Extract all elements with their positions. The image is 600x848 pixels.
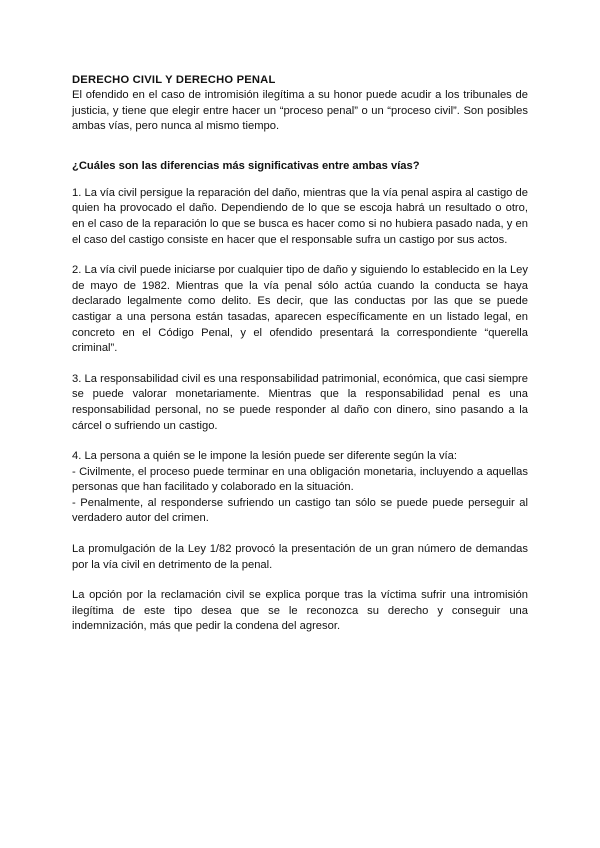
paragraph-2: 2. La vía civil puede iniciarse por cualquier tipo de daño y siguiendo lo establecido en la Ley de mayo de 1982. Mientras que la vía penal sólo actúa cuando la conducta se haya declarado legalmente como delito. Es decir, que las conductas por las que se puede castigar a una persona están tasadas, aparecen específicamente en un listado legal, en concreto en el Código Penal, y el ofendido presentará la correspondiente “querella criminal”. <box>72 264 528 355</box>
paragraph-4 <box>72 449 528 527</box>
section-question: ¿Cuáles son las diferencias más significativas entre ambas vías? <box>72 159 420 172</box>
closing-paragraph-1: La promulgación de la Ley 1/82 provocó la presentación de un gran número de demandas por la vía civil en detrimento de la penal. <box>72 543 528 571</box>
paragraph-1: 1. La vía civil persigue la reparación del daño, mientras que la vía penal aspira al castigo de quien ha provocado el daño. Dependiendo de lo que se escoja habrá un resultado o otro, en el caso de la reparación lo que se busca es hacer como si no hubiera pasado nada, y en el caso del castigo consiste en hacer que el responsable sufra un castigo por sus actos. <box>72 186 528 246</box>
paragraph-3: 3. La responsabilidad civil es una responsabilidad patrimonial, económica, que casi siempre se puede valorar monetariamente. Mientras que la responsabilidad penal es una responsabilidad personal, no se puede responder al daño con dinero, sino pasando a la cárcel o sufriendo un castigo. <box>72 372 528 432</box>
document-title: DERECHO CIVIL Y DERECHO PENAL <box>72 74 276 86</box>
closing-paragraph-2: La opción por la reclamación civil se explica porque tras la víctima sufrir una intromisión ilegítima de este tipo desea que se le reconozca su derecho y conseguir una indemnización, más que pedir la condena del agresor. <box>72 589 528 633</box>
paragraph-4-penal: - Penalmente, al responderse sufriendo un castigo tan sólo se puede puede perseguir al verdadero autor del crimen. <box>72 496 528 525</box>
intro-paragraph: El ofendido en el caso de intromisión ilegítima a su honor puede acudir a los tribunales de justicia, y tiene que elegir entre hacer un “proceso penal” o un “proceso civil”. Son posibles ambas vías, pero nunca al mismo tiempo. <box>72 89 528 133</box>
paragraph-4-lead: 4. La persona a quién se le impone la lesión puede ser diferente según la vía: <box>72 450 457 463</box>
paragraph-4-civil: - Civilmente, el proceso puede terminar en una obligación monetaria, incluyendo a aquellas personas que han facilitado y colaborado en la situación. <box>72 465 528 494</box>
